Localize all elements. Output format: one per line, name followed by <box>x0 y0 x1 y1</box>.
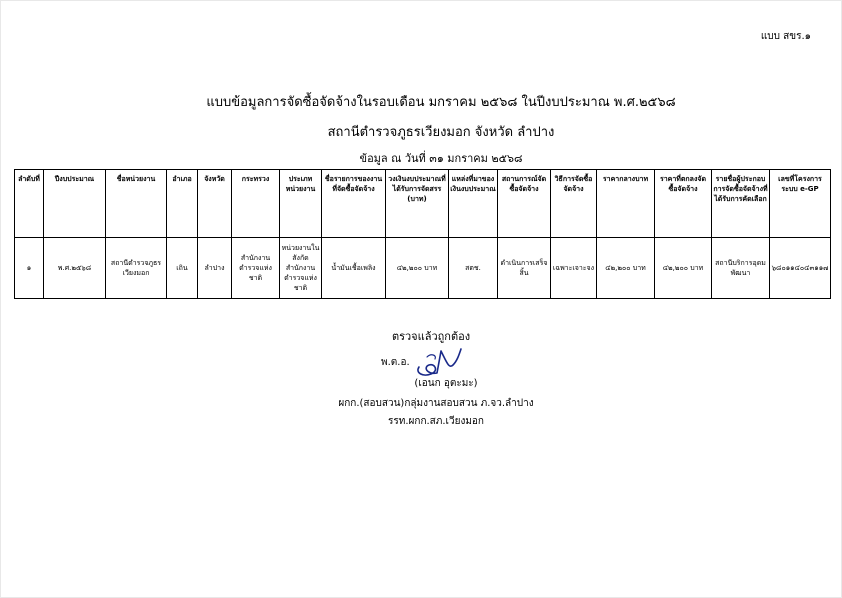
table-cell: สถานีตำรวจภูธรเวียงมอก <box>106 238 167 299</box>
column-header: วิธีการจัดซื้อจัดจ้าง <box>551 170 597 238</box>
column-header: อำเภอ <box>167 170 198 238</box>
signer-acting-position: รรท.ผกก.สภ.เวียงมอก <box>388 416 484 427</box>
column-header: แหล่งที่มาของเงินงบประมาณ <box>449 170 498 238</box>
table-cell: สถานีบริการอุดมพัฒนา <box>712 238 770 299</box>
table-cell: สตช. <box>449 238 498 299</box>
table-cell: ๔๒,๒๐๐ บาท <box>597 238 655 299</box>
table-cell: เถิน <box>167 238 198 299</box>
column-header: จังหวัด <box>198 170 232 238</box>
station-title: สถานีตำรวจภูธรเวียงมอก จังหวัด ลำปาง <box>327 125 555 140</box>
column-header: กระทรวง <box>232 170 280 238</box>
column-header: รายชื่อผู้ประกอบการจัดซื้อจัดจ้างที่ได้รับการคัดเลือก <box>712 170 770 238</box>
table-cell: ๔๒,๒๐๐ บาท <box>655 238 712 299</box>
column-header: ปีงบประมาณ <box>44 170 106 238</box>
column-header: ชื่อหน่วยงาน <box>106 170 167 238</box>
data-date: ข้อมูล ณ วันที่ ๓๑ มกราคม ๒๕๖๘ <box>359 152 523 165</box>
table-header-row <box>15 170 831 238</box>
table-cell: เฉพาะเจาะจง <box>551 238 597 299</box>
procurement-table <box>14 169 831 299</box>
table-cell: ลำปาง <box>198 238 232 299</box>
table-cell: พ.ศ.๒๕๖๘ <box>44 238 106 299</box>
column-header: สถานการณ์จัดซื้อจัดจ้าง <box>498 170 551 238</box>
verified-label: ตรวจแล้วถูกต้อง <box>391 330 471 343</box>
column-header: ประเภทหน่วยงาน <box>280 170 322 238</box>
form-code: แบบ สขร.๑ <box>760 31 811 42</box>
table-cell: ๖๘๐๑๑๔๐๔๓๑๑๗ <box>770 238 831 299</box>
table-cell: น้ำมันเชื้อเพลิง <box>322 238 386 299</box>
table-cell: ดำเนินการเสร็จสิ้น <box>498 238 551 299</box>
table-cell: หน่วยงานในสังกัดสำนักงานตำรวจแห่งชาติ <box>280 238 322 299</box>
signer-rank: พ.ต.อ. <box>381 357 410 368</box>
document-title: แบบข้อมูลการจัดซื้อจัดจ้างในรอบเดือน มกราคม ๒๕๖๘ ในปีงบประมาณ พ.ศ.๒๕๖๘ <box>206 95 676 110</box>
signer-name: (เอนก อุตะมะ) <box>414 378 478 389</box>
table-cell: ๑ <box>15 238 44 299</box>
handwritten-signature <box>413 343 465 379</box>
column-header: เลขที่โครงการระบบ e-GP <box>770 170 831 238</box>
column-header: ราคากลางบาท <box>597 170 655 238</box>
column-header: ลำดับที่ <box>15 170 44 238</box>
table-row <box>15 238 831 299</box>
table-cell: สำนักงานตำรวจแห่งชาติ <box>232 238 280 299</box>
column-header: ราคาที่ตกลงจัดซื้อจัดจ้าง <box>655 170 712 238</box>
column-header: วงเงินงบประมาณที่ได้รับการจัดสรร (บาท) <box>386 170 449 238</box>
table-cell: ๔๒,๒๐๐ บาท <box>386 238 449 299</box>
signer-position: ผกก.(สอบสวน)กลุ่มงานสอบสวน ภ.จว.ลำปาง <box>338 398 534 409</box>
column-header: ชื่อรายการของงานที่จัดซื้อจัดจ้าง <box>322 170 386 238</box>
